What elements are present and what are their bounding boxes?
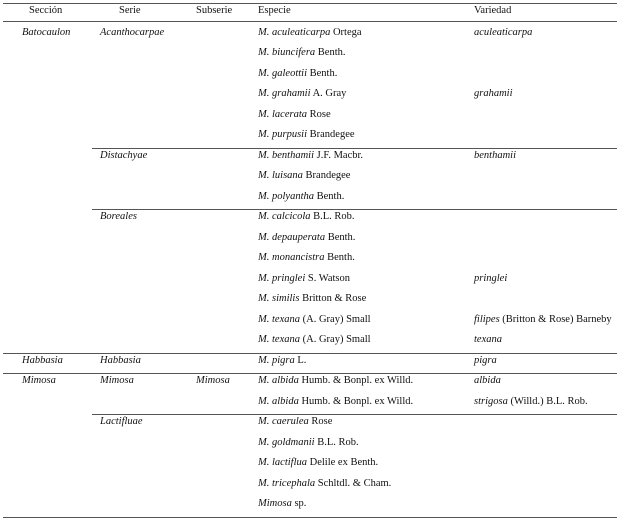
species-epithet: monancistra <box>272 252 325 263</box>
species-epithet: pigra <box>272 354 295 366</box>
species-genus: M. <box>258 457 270 468</box>
species-cell <box>258 334 371 346</box>
variety-cell <box>474 273 507 285</box>
species-epithet: biuncifera <box>272 47 316 58</box>
species-author: L. <box>297 354 307 366</box>
variety-author: (Willd.) B.L. Rob. <box>510 395 588 407</box>
species-epithet: purpusii <box>272 129 308 140</box>
species-epithet: texana <box>272 334 300 345</box>
species-epithet: lactiflua <box>272 457 307 468</box>
species-author: Rose <box>311 416 333 427</box>
species-genus: M. <box>258 477 270 489</box>
species-epithet: polyantha <box>272 190 314 202</box>
species-cell <box>258 396 413 408</box>
species-author: (A. Gray) Small <box>302 334 371 345</box>
serie-cell: Mimosa <box>100 375 134 386</box>
variety-cell <box>474 88 513 100</box>
variety-name: filipes <box>474 313 500 325</box>
variety-name: texana <box>474 334 502 345</box>
species-author: Benth. <box>327 231 356 243</box>
variety-author: (Britton & Rose) Barneby <box>502 313 612 325</box>
species-genus: M. <box>258 47 270 58</box>
variety-name: grahamii <box>474 88 513 99</box>
species-cell <box>258 170 350 182</box>
column-header: Variedad <box>474 5 512 16</box>
species-epithet: lacerata <box>272 108 307 120</box>
column-header: Subserie <box>196 5 233 16</box>
species-cell <box>258 273 350 285</box>
species-author: A. Gray <box>312 88 347 99</box>
species-cell <box>258 109 331 121</box>
species-genus: M. <box>258 375 270 386</box>
species-genus: M. <box>258 149 270 161</box>
species-author: Benth. <box>317 47 346 58</box>
species-genus: M. <box>258 26 270 38</box>
species-epithet: goldmanii <box>272 436 315 448</box>
species-author: Schltdl. & Cham. <box>317 477 392 489</box>
species-genus: M. <box>258 354 270 366</box>
variety-name: pringlei <box>474 272 508 284</box>
species-cell <box>258 437 359 449</box>
species-genus: M. <box>258 231 270 243</box>
variety-cell <box>474 27 532 39</box>
species-author: Delile ex Benth. <box>309 457 379 468</box>
species-author: Britton & Rose <box>302 293 367 304</box>
variety-name: pigra <box>474 354 497 366</box>
column-header: Especie <box>258 5 291 16</box>
species-genus: M. <box>258 211 270 222</box>
species-cell <box>258 129 355 141</box>
subserie-cell: Mimosa <box>196 375 230 386</box>
variety-cell <box>474 314 612 326</box>
species-cell <box>258 47 346 59</box>
variety-name: benthamii <box>474 149 516 161</box>
species-genus: M. <box>258 395 270 407</box>
table-header-rule <box>3 21 617 22</box>
species-epithet: albida <box>272 375 299 386</box>
species-genus: M. <box>258 108 270 120</box>
species-author: Benth. <box>327 252 355 263</box>
species-epithet: luisana <box>272 170 303 181</box>
species-genus: M. <box>258 416 270 427</box>
species-cell <box>258 416 332 428</box>
serie-cell: Boreales <box>100 211 137 222</box>
species-cell <box>258 375 413 387</box>
species-genus: M. <box>258 252 270 263</box>
species-genus: M. <box>258 436 270 448</box>
species-cell <box>258 314 371 326</box>
species-cell <box>258 27 362 39</box>
species-genus: M. <box>258 67 270 79</box>
species-genus: M. <box>258 190 270 202</box>
variety-cell <box>474 355 497 367</box>
species-cell <box>258 252 355 264</box>
species-genus: M. <box>258 293 270 304</box>
species-epithet: benthamii <box>272 149 314 161</box>
species-author: Benth. <box>316 190 345 202</box>
species-genus: M. <box>258 313 270 325</box>
seccion-cell: Mimosa <box>22 375 56 386</box>
species-author: Humb. & Bonpl. ex Willd. <box>301 395 414 407</box>
species-cell <box>258 211 355 223</box>
species-epithet: tricephala <box>272 477 316 489</box>
species-author: Rose <box>309 108 331 120</box>
species-author: B.L. Rob. <box>317 436 359 448</box>
species-cell <box>258 191 344 203</box>
species-genus: M. <box>258 88 270 99</box>
species-cell <box>258 88 346 100</box>
species-epithet: grahamii <box>272 88 311 99</box>
species-cell <box>258 478 391 490</box>
species-author: J.F. Macbr. <box>316 149 364 161</box>
seccion-cell: Batocaulon <box>22 26 71 38</box>
variety-name: albida <box>474 375 501 386</box>
species-epithet: aculeaticarpa <box>272 26 331 38</box>
column-header: Sección <box>29 5 63 16</box>
species-author: sp. <box>294 498 307 509</box>
variety-name: strigosa <box>474 395 508 407</box>
species-genus: M. <box>258 334 270 345</box>
species-author: S. Watson <box>307 272 351 284</box>
variety-name: aculeaticarpa <box>474 26 533 38</box>
species-epithet: texana <box>272 313 300 325</box>
group-rule <box>92 148 617 149</box>
species-author: Brandegee <box>305 170 351 181</box>
species-epithet: depauperata <box>272 231 326 243</box>
species-epithet: similis <box>272 293 300 304</box>
group-rule <box>3 373 617 374</box>
species-author: Benth. <box>309 67 338 79</box>
species-epithet: calcicola <box>272 211 311 222</box>
species-cell <box>258 457 378 469</box>
group-rule <box>92 209 617 210</box>
group-rule <box>92 414 617 415</box>
seccion-cell: Habbasia <box>22 354 63 366</box>
species-cell <box>258 68 337 80</box>
variety-cell <box>474 375 501 387</box>
serie-cell: Habbasia <box>100 354 141 366</box>
column-header: Serie <box>119 5 141 16</box>
species-author: Ortega <box>332 26 362 38</box>
species-genus: M. <box>258 170 270 181</box>
species-author: B.L. Rob. <box>313 211 355 222</box>
species-cell <box>258 355 306 367</box>
species-genus: M. <box>258 272 270 284</box>
species-cell <box>258 498 306 510</box>
table-bottom-rule <box>3 517 617 518</box>
species-author: Humb. & Bonpl. ex Willd. <box>301 375 414 386</box>
species-cell <box>258 293 366 305</box>
species-author: Brandegee <box>309 129 355 140</box>
variety-cell <box>474 150 516 162</box>
table-top-rule <box>3 3 617 4</box>
species-cell <box>258 150 363 162</box>
species-epithet: galeottii <box>272 67 307 79</box>
serie-cell: Lactifluae <box>100 416 143 427</box>
serie-cell: Acanthocarpae <box>100 26 165 38</box>
species-epithet: caerulea <box>272 416 309 427</box>
variety-cell <box>474 334 502 346</box>
species-cell <box>258 232 355 244</box>
species-genus: M. <box>258 129 270 140</box>
serie-cell: Distachyae <box>100 149 148 161</box>
species-genus: Mimosa <box>258 498 292 509</box>
group-rule <box>3 353 617 354</box>
species-epithet: pringlei <box>272 272 306 284</box>
species-author: (A. Gray) Small <box>302 313 371 325</box>
species-epithet: albida <box>272 395 299 407</box>
variety-cell <box>474 396 588 408</box>
